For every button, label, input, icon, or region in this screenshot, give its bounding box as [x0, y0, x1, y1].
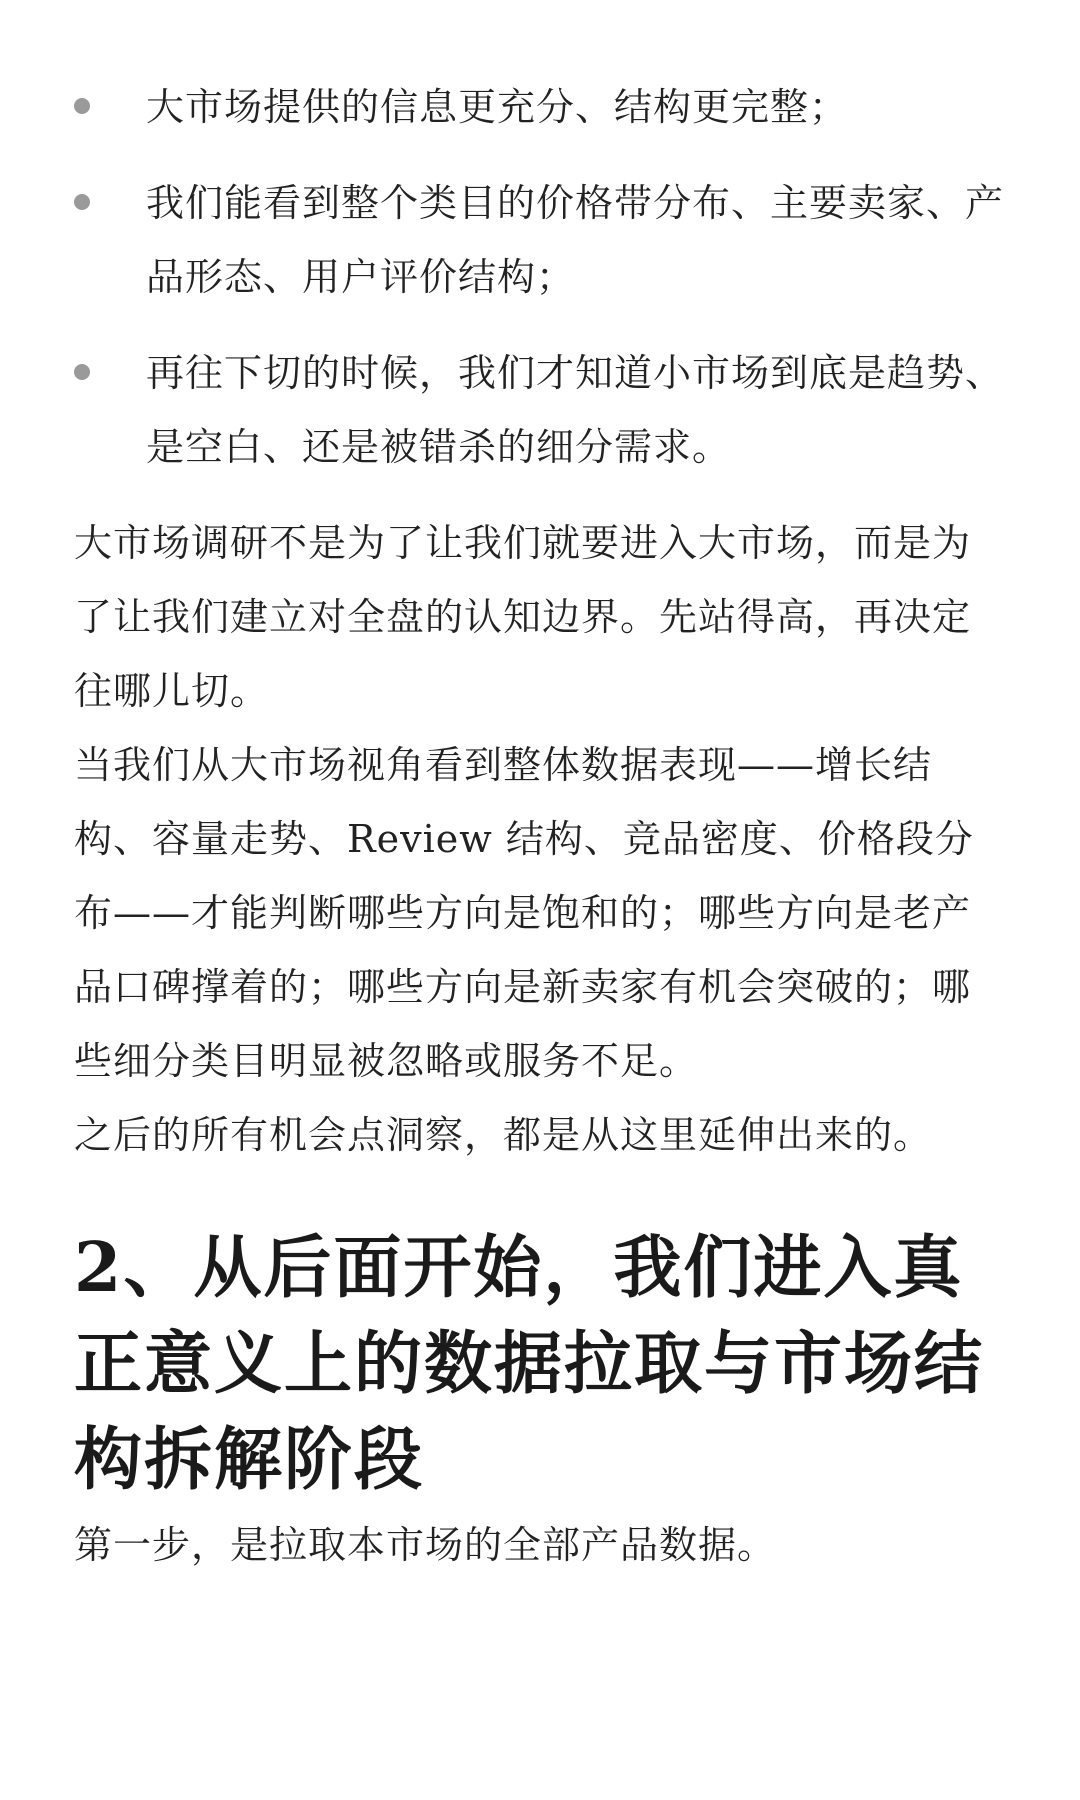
list-item-text: 大市场提供的信息更充分、结构更完整； — [146, 85, 849, 129]
bullet-dot-icon — [74, 98, 90, 114]
bullet-dot-icon — [74, 194, 90, 210]
list-item — [74, 70, 1004, 144]
paragraph-insights: 之后的所有机会点洞察，都是从这里延伸出来的。 — [74, 1113, 933, 1157]
article-body — [74, 70, 1004, 1582]
list-item-text: 我们能看到整个类目的价格带分布、主要卖家、产品形态、用户评价结构； — [146, 181, 1005, 299]
bullet-list — [74, 70, 1004, 484]
list-item-text: 再往下切的时候，我们才知道小市场到底是趋势、是空白、还是被错杀的细分需求。 — [146, 351, 1005, 469]
bullet-dot-icon — [74, 364, 90, 380]
paragraph-market-view: 当我们从大市场视角看到整体数据表现——增长结构、容量走势、Review 结构、竞品密度、价格段分布——才能判断哪些方向是饱和的；哪些方向是老产品口碑撑着的；哪些方向是新卖家有机会突破的；哪些细分类目明显被忽略或服务不足。 — [74, 743, 974, 1083]
list-item — [74, 166, 1004, 314]
paragraph-market-research: 大市场调研不是为了让我们就要进入大市场，而是为了让我们建立对全盘的认知边界。先站得高，再决定往哪儿切。 — [74, 521, 972, 713]
paragraph-step-one: 第一步，是拉取本市场的全部产品数据。 — [74, 1523, 777, 1567]
list-item — [74, 336, 1004, 484]
section-heading: 2、从后面开始，我们进入真正意义上的数据拉取与市场结构拆解阶段 — [74, 1228, 985, 1500]
